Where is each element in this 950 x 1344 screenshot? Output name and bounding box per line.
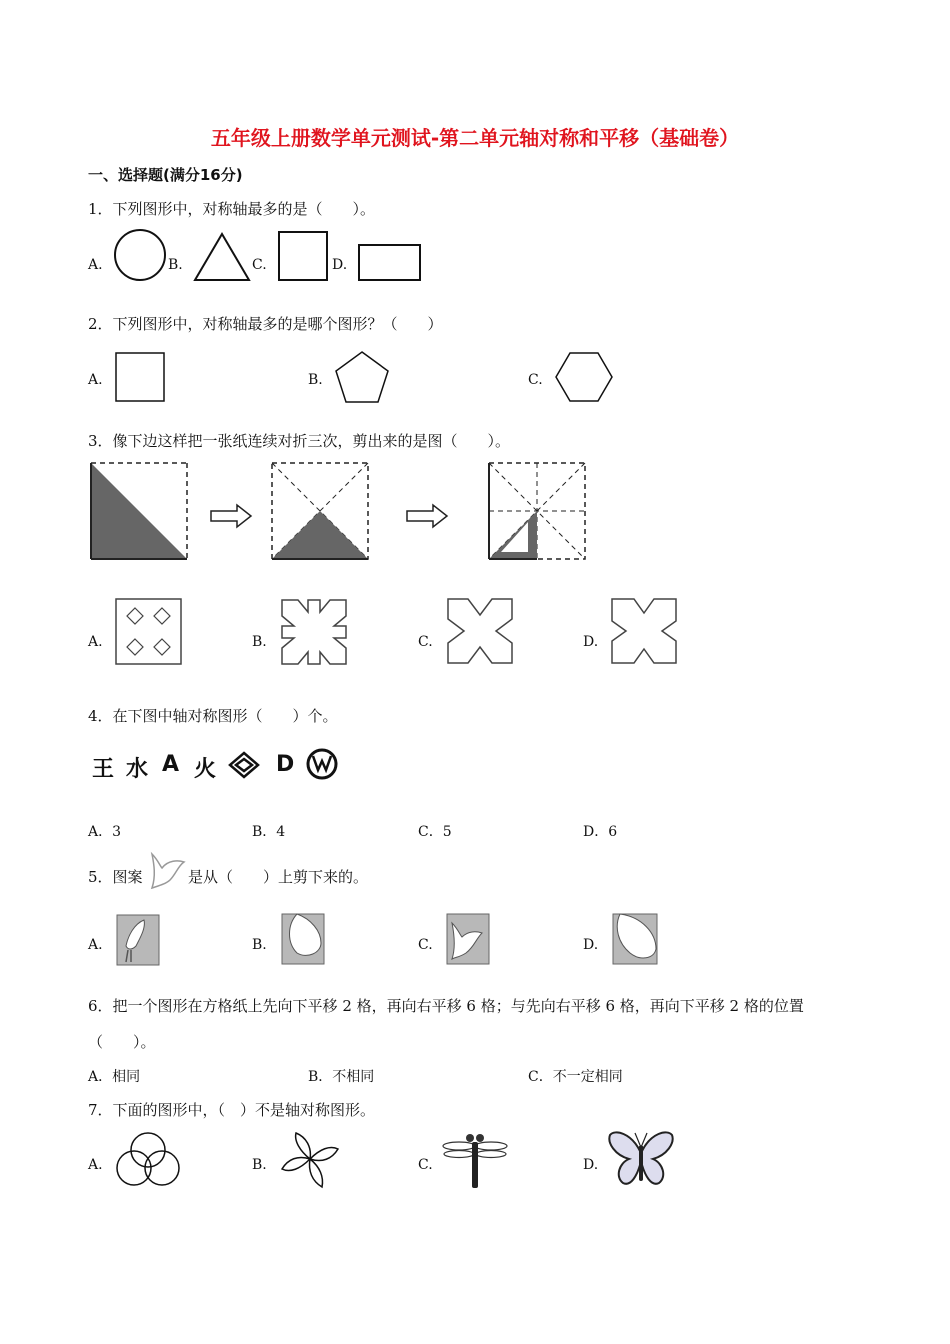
- question-5-text-before: 5．图案: [88, 868, 143, 886]
- square-shape: [278, 231, 330, 281]
- question-5-text-after: 是从（ ）上剪下来的。: [188, 868, 369, 886]
- three-circles-icon: [112, 1130, 184, 1190]
- q2-option-b-label: B.: [308, 372, 323, 388]
- q6-option-c: C．不一定相同: [528, 1069, 623, 1085]
- page-title: 五年级上册数学单元测试-第二单元轴对称和平移（基础卷）: [210, 126, 740, 150]
- q6-option-b: B．不相同: [308, 1069, 375, 1085]
- q6-option-a: A．相同: [88, 1069, 141, 1085]
- q7-option-a-label: A.: [88, 1157, 103, 1173]
- pinwheel-icon: [280, 1131, 342, 1189]
- q3-option-b-label: B.: [252, 634, 267, 650]
- question-6-text-continued: （ ）。: [88, 1033, 156, 1051]
- question-1-text: 1．下列图形中，对称轴最多的是（ ）。: [88, 200, 376, 218]
- q1-option-c-label: C.: [252, 257, 267, 273]
- q4-option-c: C．5: [418, 824, 452, 840]
- cut-paper-a: [116, 914, 162, 968]
- cut-paper-d: [612, 913, 660, 967]
- symbol-shui: 水: [126, 757, 149, 782]
- fold-step-3: [488, 462, 588, 562]
- arrow-right-icon: [209, 503, 253, 529]
- circle-shape: [112, 228, 168, 282]
- q1-option-b-label: B.: [168, 257, 183, 273]
- q5-option-b-label: B.: [252, 937, 267, 953]
- q5-option-c-label: C.: [418, 937, 433, 953]
- cut-pattern-c: [446, 597, 516, 667]
- square-shape: [115, 352, 167, 402]
- dove-pattern-icon: [148, 852, 188, 890]
- cut-pattern-d: [610, 597, 680, 667]
- question-3-text: 3．像下边这样把一张纸连续对折三次，剪出来的是图（ ）。: [88, 432, 511, 450]
- q5-option-a-label: A.: [88, 937, 103, 953]
- q4-option-a: A．3: [88, 824, 122, 840]
- symbol-wang: 王: [92, 757, 115, 782]
- q1-option-a-label: A.: [88, 257, 103, 273]
- pentagon-shape: [334, 350, 392, 406]
- q2-option-a-label: A.: [88, 372, 103, 388]
- fold-step-1: [90, 462, 190, 562]
- question-2-text: 2．下列图形中，对称轴最多的是哪个图形？（ ）: [88, 315, 443, 333]
- q7-option-d-label: D.: [583, 1157, 599, 1173]
- symbol-huo: 火: [194, 757, 217, 782]
- fold-step-2: [271, 462, 371, 562]
- q7-option-b-label: B.: [252, 1157, 267, 1173]
- vw-logo-icon: [306, 748, 338, 780]
- triangle-shape: [192, 232, 252, 282]
- q7-option-c-label: C.: [418, 1157, 433, 1173]
- q1-option-d-label: D.: [332, 257, 348, 273]
- question-7-text: 7．下面的图形中，（ ）不是轴对称图形。: [88, 1101, 376, 1119]
- symbol-a: A: [162, 752, 180, 777]
- hexagon-shape: [555, 351, 615, 405]
- rectangle-shape: [358, 244, 424, 282]
- cut-pattern-a: [115, 598, 183, 666]
- diamond-logo-icon: [228, 751, 260, 779]
- q3-option-d-label: D.: [583, 634, 599, 650]
- q4-option-b: B．4: [252, 824, 286, 840]
- cut-pattern-b: [280, 598, 350, 666]
- symbol-d: D: [276, 752, 295, 777]
- q5-option-d-label: D.: [583, 937, 599, 953]
- q3-option-a-label: A.: [88, 634, 103, 650]
- dragonfly-icon: [442, 1130, 508, 1190]
- cut-paper-b: [281, 913, 327, 967]
- arrow-right-icon: [405, 503, 449, 529]
- question-4-text: 4．在下图中轴对称图形（ ）个。: [88, 707, 338, 725]
- q4-option-d: D．6: [583, 824, 618, 840]
- question-6-text: 6．把一个图形在方格纸上先向下平移 2 格，再向右平移 6 格；与先向右平移 6 格，再向下平移 2 格的位置: [88, 997, 804, 1015]
- q3-option-c-label: C.: [418, 634, 433, 650]
- butterfly-icon: [607, 1129, 675, 1191]
- cut-paper-c: [446, 913, 492, 967]
- q2-option-c-label: C.: [528, 372, 543, 388]
- section-heading: 一、选择题(满分16分): [88, 166, 243, 184]
